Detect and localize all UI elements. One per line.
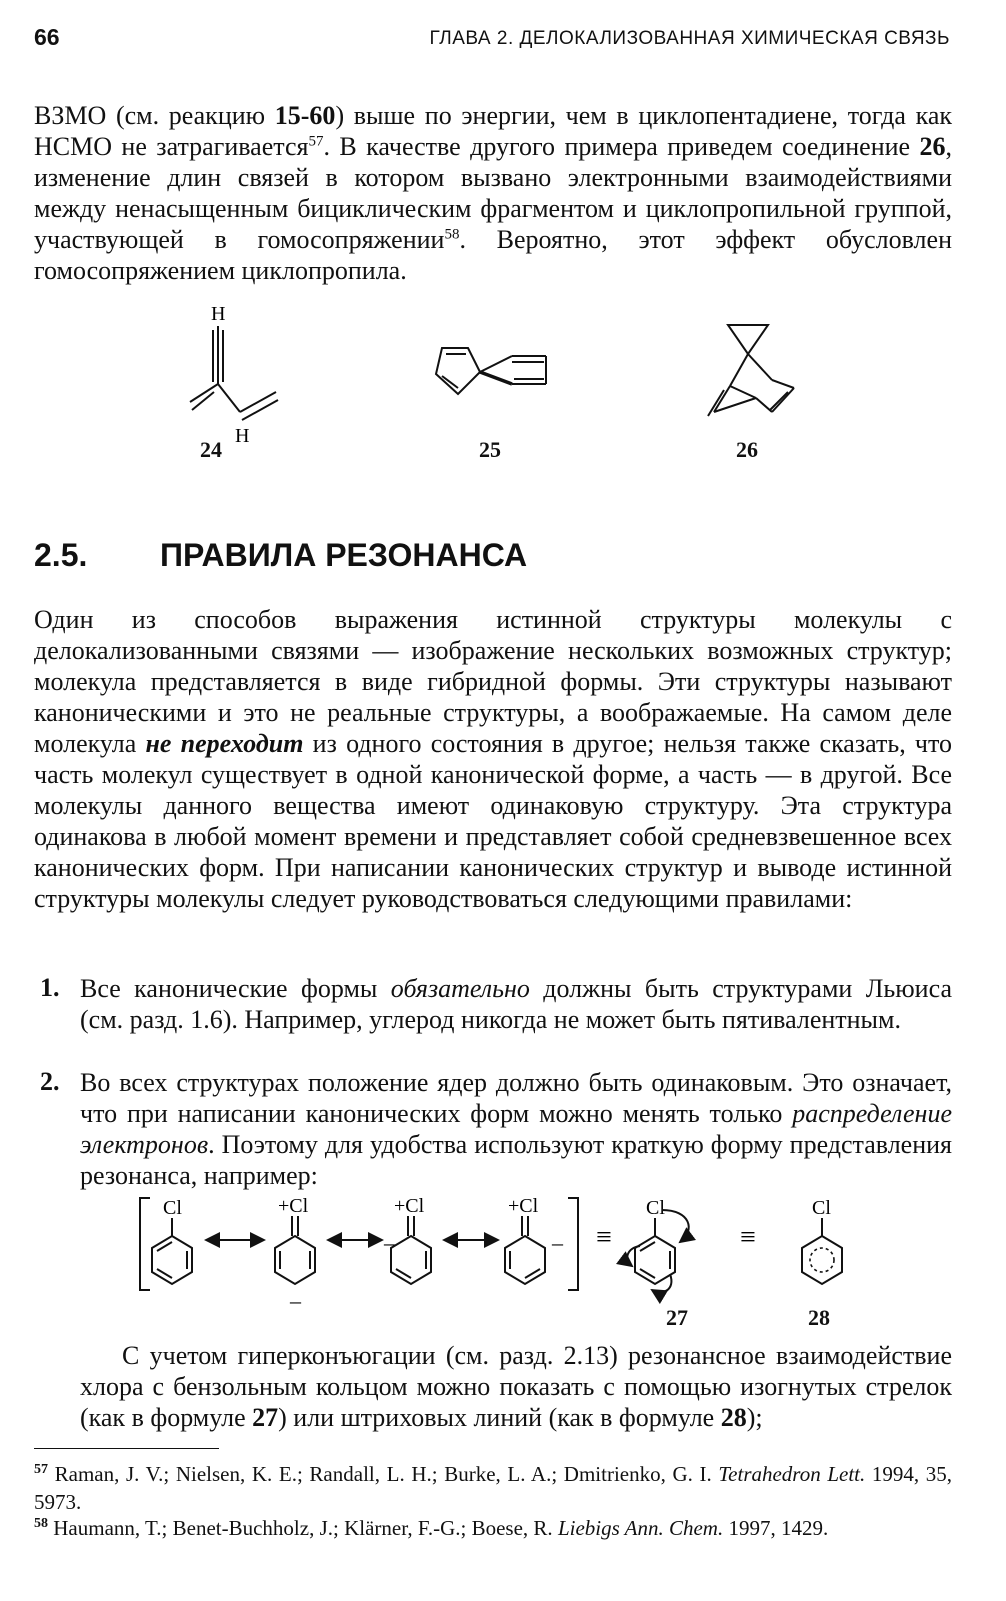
molecule-24-label: 24 — [200, 437, 222, 462]
emphasis: не переходит — [145, 729, 304, 758]
rule-2-text — [80, 1067, 952, 1191]
chlorine-label: Cl — [812, 1197, 831, 1219]
footnote-58 — [34, 1514, 952, 1542]
intro-text: ВЗМО (см. реакцию — [34, 101, 275, 130]
footnote-number: 58 — [34, 1516, 48, 1531]
molecule-26-label: 26 — [736, 437, 758, 462]
formula-ref: 27 — [252, 1403, 279, 1432]
molecule-25-label: 25 — [479, 437, 501, 462]
resonance-scheme — [130, 1190, 880, 1340]
structure-27 — [627, 1197, 688, 1292]
footnote-text: 1994, 35, 5973. — [34, 1462, 952, 1514]
rule-1-text — [80, 973, 952, 1035]
intro-text: . В качестве другого примера приведем соединение — [323, 132, 920, 161]
molecule-25-structure — [432, 340, 552, 410]
canonical-form-4 — [505, 1195, 564, 1284]
compound-ref: 26 — [919, 132, 946, 161]
molecule-24-structure — [180, 300, 290, 450]
equivalence-sign: ≡ — [740, 1222, 756, 1253]
rule-text: . Поэтому для удобства используют краткую форму представления резонанса, например: — [80, 1130, 952, 1190]
atom-h-bottom: H — [235, 425, 250, 447]
closing-text: ) или штриховых линий (как в формуле — [278, 1403, 721, 1432]
section-title: ПРАВИЛА РЕЗОНАНСА — [160, 537, 528, 573]
rule-text: Все канонические формы — [80, 974, 391, 1003]
closing-text: ); — [746, 1403, 763, 1432]
rule-text: должны быть структурами Льюиса (см. разд. 1.6). Например, углерод никогда не может быть пятивалентным. — [80, 974, 952, 1034]
rule-number: 1. — [40, 973, 60, 1002]
closing-text: С учетом гиперконъюгации (см. разд. 2.13) резонансное взаимодействие хлора с бензольным кольцом можно показать с помощью изогнутых стрелок (как в формуле — [80, 1341, 952, 1432]
footnote-text: 1997, 1429. — [723, 1516, 829, 1540]
molecule-26-structure — [700, 320, 810, 425]
canonical-form-2 — [275, 1195, 315, 1313]
emphasis: обязательно — [390, 974, 530, 1003]
negative-charge: – — [290, 1288, 301, 1313]
intro-text: . Вероятно, этот эффект обусловлен гомосопряжением циклопропила. — [34, 225, 952, 285]
intro-text: , изменение длин связей в котором вызвано электронными взаимодействиями между ненасыщенным бициклическим фрагментом и циклопропильной группой, участвующей в гомосопряжении — [34, 132, 952, 254]
canonical-form-3 — [383, 1195, 431, 1284]
body-paragraph — [34, 604, 952, 914]
structure-27-label: 27 — [666, 1305, 688, 1330]
equivalence-sign: ≡ — [596, 1222, 612, 1253]
footnote-divider — [34, 1448, 219, 1449]
footnote-ref-58: 58 — [444, 226, 460, 243]
running-title: ГЛАВА 2. ДЕЛОКАЛИЗОВАННАЯ ХИМИЧЕСКАЯ СВЯЗЬ — [429, 28, 950, 49]
footnote-ref-57: 57 — [308, 133, 324, 150]
journal-name: Liebigs Ann. Chem. — [557, 1516, 724, 1540]
chlorine-label: Cl — [163, 1197, 182, 1219]
chlorine-label: Cl — [646, 1197, 665, 1219]
body-text: Один из способов выражения истинной структуры молекулы с делокализованными связями — изображение нескольких возможных структур; молекула представляется в виде гибридной формы. Эти структуры называют каноническими и это не реальные структуры, а воображаемые. На самом деле молекула — [34, 605, 952, 758]
negative-charge: – — [384, 1230, 395, 1255]
structure-28-label: 28 — [808, 1305, 830, 1330]
page-number: 66 — [34, 24, 60, 50]
reaction-ref: 15-60 — [274, 101, 336, 130]
body-text: из одного состояния в другое; нельзя также сказать, что часть молекул существует в одной канонической форме, а часть — в другой. Все молекулы данного вещества имеют одинаковую структуру. Эта структура одинакова в любой момент времени и представляет собой средневзвешенное всех канонических форм. При написании канонических структур и выводе истинной структуры молекулы следует руководствоваться следующими правилами: — [34, 729, 953, 913]
footnote-text: Raman, J. V.; Nielsen, K. E.; Randall, L. H.; Burke, L. A.; Dmitrienko, G. I. — [54, 1462, 719, 1486]
chlorine-cation-label: +Cl — [508, 1195, 539, 1217]
closing-paragraph — [80, 1340, 952, 1433]
structure-28 — [802, 1197, 842, 1284]
emphasis: распределение электронов — [80, 1099, 952, 1159]
rule-number: 2. — [40, 1067, 60, 1096]
intro-paragraph — [34, 100, 952, 286]
journal-name: Tetrahedron Lett. — [718, 1462, 866, 1486]
chlorine-cation-label: +Cl — [394, 1195, 425, 1217]
rule-text: Во всех структурах положение ядер должно быть одинаковым. Это означает, что при написании канонических форм можно менять только — [80, 1068, 952, 1128]
atom-h-top: H — [211, 303, 226, 325]
intro-text: ) выше по энергии, чем в циклопентадиене, тогда как НСМО не затрагивается — [34, 101, 952, 161]
footnote-number: 57 — [34, 1462, 48, 1477]
section-number: 2.5. — [34, 537, 88, 573]
negative-charge: – — [552, 1230, 563, 1255]
footnote-57 — [34, 1460, 952, 1516]
chlorine-cation-label: +Cl — [278, 1195, 309, 1217]
footnote-text: Haumann, T.; Benet-Buchholz, J.; Klärner, F.-G.; Boese, R. — [53, 1516, 558, 1540]
canonical-form-1 — [152, 1197, 192, 1284]
formula-ref: 28 — [720, 1403, 747, 1432]
